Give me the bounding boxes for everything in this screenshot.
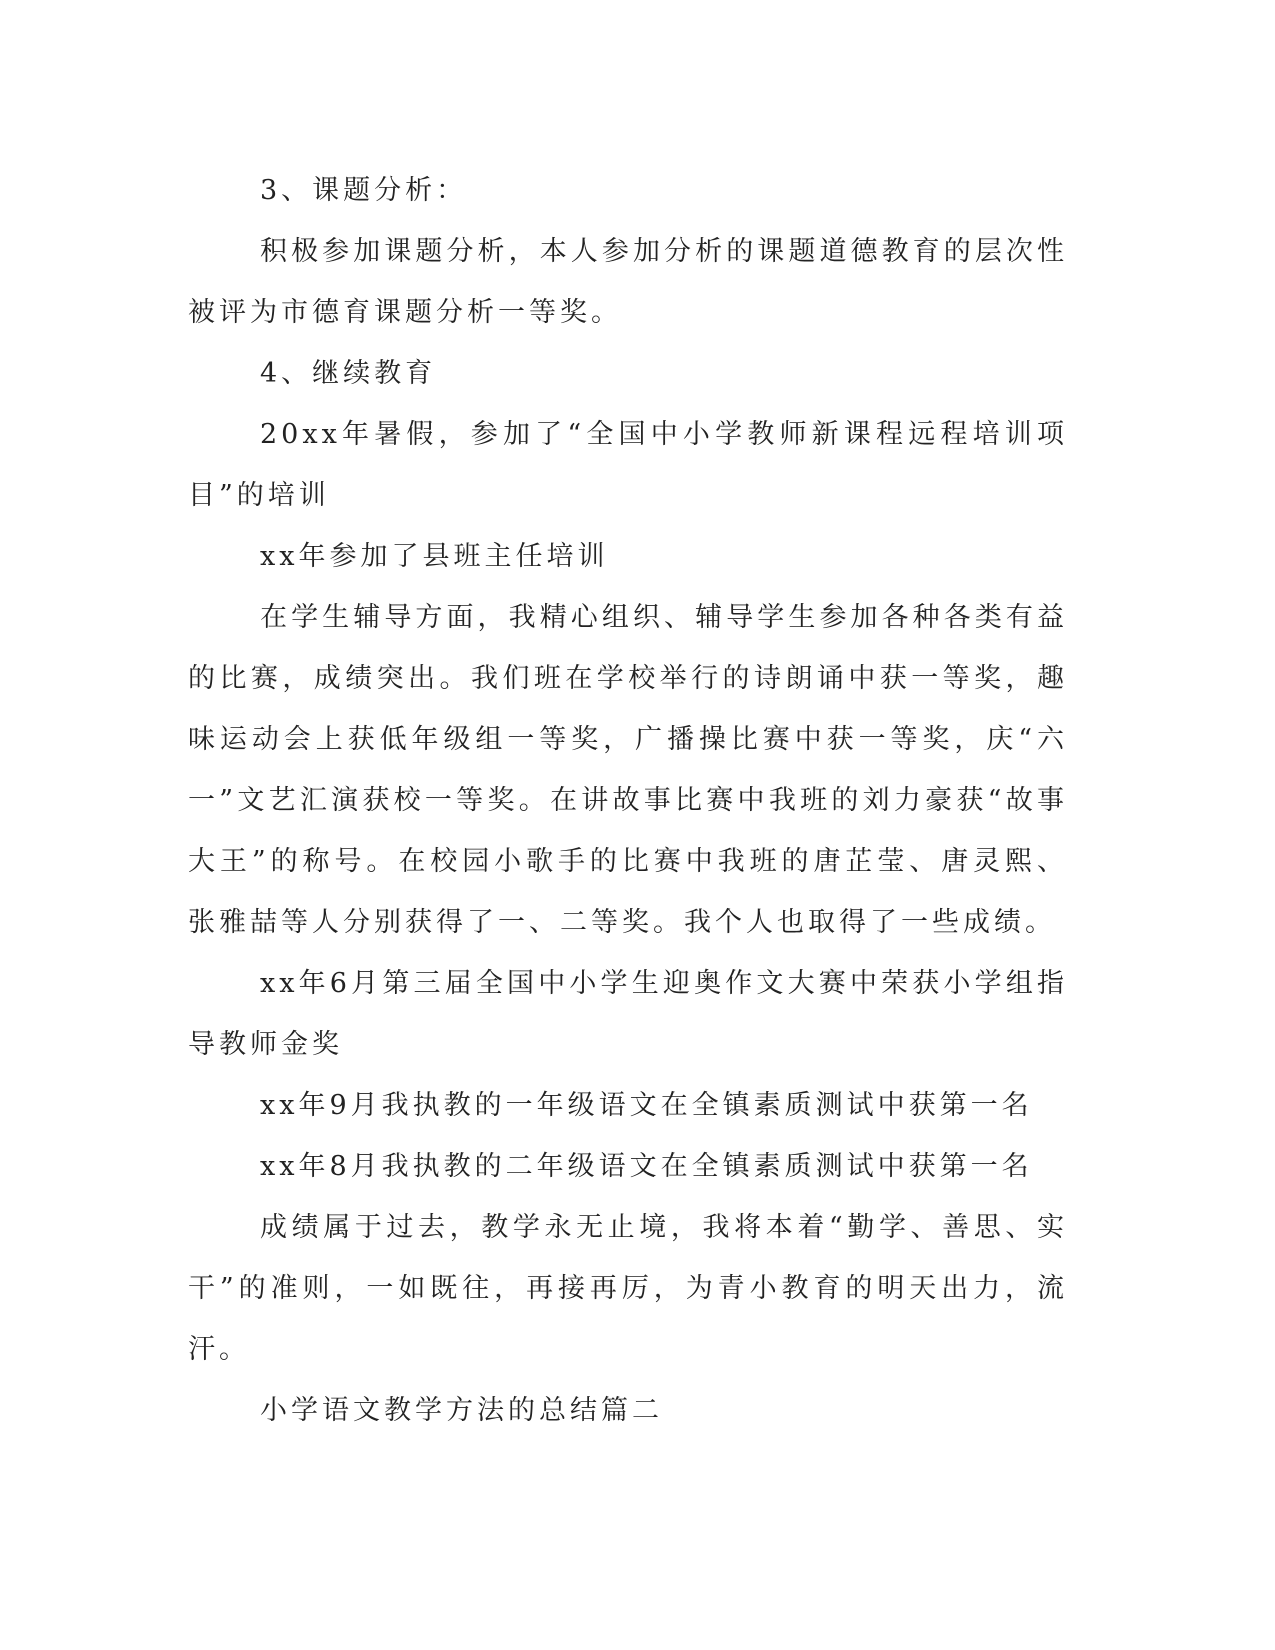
section-heading-continuing-education: 4、继续教育: [260, 358, 437, 389]
paragraph-award-june: xx年6月第三届全国中小学生迎奥作文大赛中荣获小学组指导教师金奖: [188, 968, 1068, 1060]
document-body: [188, 160, 1068, 1441]
section-heading-topic-analysis: 3、课题分析：: [260, 175, 468, 206]
paragraph-award-september: xx年9月我执教的一年级语文在全镇素质测试中获第一名: [260, 1090, 1033, 1121]
paragraph-summer-training: 20xx年暑假，参加了“全国中小学教师新课程远程培训项目”的培训: [188, 419, 1068, 511]
paragraph-award-august: xx年8月我执教的二年级语文在全镇素质测试中获第一名: [260, 1151, 1033, 1182]
paragraph-head-teacher-training: xx年参加了县班主任培训: [260, 541, 609, 572]
section-title-part-two: 小学语文教学方法的总结篇二: [260, 1395, 663, 1426]
paragraph-student-guidance: 在学生辅导方面，我精心组织、辅导学生参加各种各类有益的比赛，成绩突出。我们班在学校举行的诗朗诵中获一等奖，趣味运动会上获低年级组一等奖，广播操比赛中获一等奖，庆“六一”文艺汇演获校一等奖。在讲故事比赛中我班的刘力豪获“故事大王”的称号。在校园小歌手的比赛中我班的唐芷莹、唐灵熙、张雅喆等人分别获得了一、二等奖。我个人也取得了一些成绩。: [188, 602, 1068, 938]
paragraph-conclusion: 成绩属于过去，教学永无止境，我将本着“勤学、善思、实干”的准则，一如既往，再接再厉，为青小教育的明天出力，流汗。: [188, 1212, 1068, 1365]
paragraph-topic-analysis: 积极参加课题分析，本人参加分析的课题道德教育的层次性被评为市德育课题分析一等奖。: [188, 236, 1068, 328]
